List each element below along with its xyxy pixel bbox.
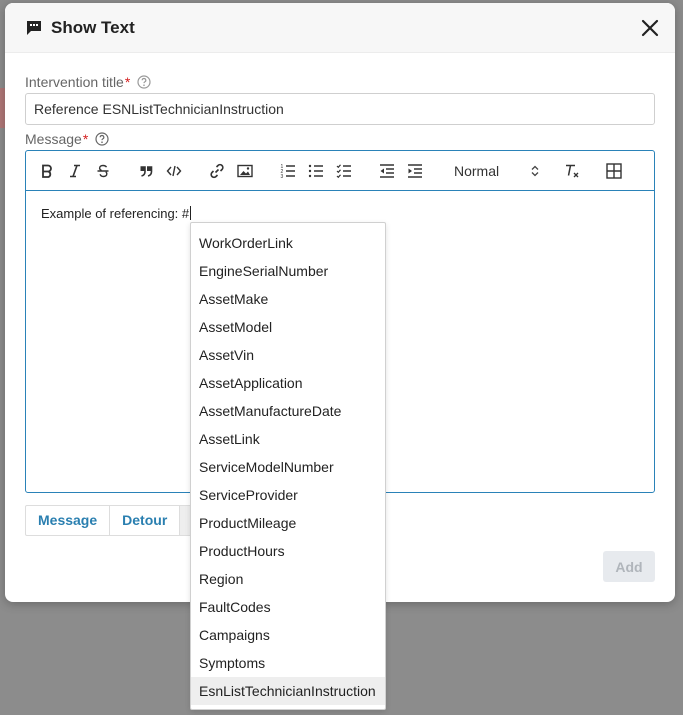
autocomplete-item[interactable]: Symptoms (199, 655, 266, 671)
autocomplete-item[interactable]: AssetLink (199, 431, 260, 447)
help-icon[interactable] (95, 132, 109, 146)
autocomplete-item[interactable]: WorkOrderLink (199, 235, 293, 251)
autocomplete-item[interactable]: EngineSerialNumber (199, 263, 329, 279)
editor-toolbar (26, 151, 654, 191)
outdent-icon[interactable] (377, 161, 397, 181)
select-arrows-icon (531, 165, 539, 177)
autocomplete-item[interactable]: ServiceModelNumber (199, 459, 334, 475)
autocomplete-item[interactable]: AssetVin (199, 347, 254, 363)
autocomplete-dropdown (190, 222, 386, 710)
dialog-header (5, 3, 675, 53)
autocomplete-item[interactable]: Campaigns (199, 627, 270, 643)
comment-icon (25, 19, 43, 37)
autocomplete-item[interactable]: AssetApplication (199, 375, 303, 391)
message-tabs (25, 505, 205, 536)
required-mark: * (124, 74, 131, 90)
message-label-text: Message (25, 131, 82, 147)
autocomplete-item[interactable]: ProductMileage (199, 515, 297, 531)
dialog-title: Show Text (51, 17, 135, 37)
code-icon[interactable] (164, 161, 184, 181)
strikethrough-icon[interactable] (93, 161, 113, 181)
bold-icon[interactable] (37, 161, 57, 181)
tab-message[interactable]: Message (26, 506, 110, 535)
autocomplete-item[interactable]: AssetManufactureDate (199, 403, 342, 419)
autocomplete-item[interactable]: AssetMake (199, 291, 269, 307)
italic-icon[interactable] (65, 161, 85, 181)
autocomplete-item-highlighted[interactable]: EsnListTechnicianInstruction (191, 677, 385, 705)
intervention-title-label-text: Intervention title (25, 74, 124, 90)
ordered-list-icon[interactable] (278, 161, 298, 181)
intervention-title-label (25, 74, 151, 90)
tab-detour[interactable]: Detour (110, 506, 180, 535)
svg-text:1: 1 (280, 164, 284, 170)
table-icon[interactable] (604, 161, 624, 181)
required-mark: * (82, 131, 89, 147)
text-caret (190, 206, 191, 220)
intervention-title-input[interactable] (25, 93, 655, 125)
editor-text: Example of referencing: # (41, 206, 190, 221)
autocomplete-item[interactable]: Region (199, 571, 244, 587)
clear-format-icon[interactable] (562, 161, 582, 181)
close-icon[interactable] (639, 17, 661, 39)
text-size-select[interactable] (454, 161, 539, 181)
message-label (25, 131, 109, 147)
text-size-value: Normal (454, 163, 500, 179)
svg-text:2: 2 (280, 169, 284, 175)
autocomplete-item[interactable]: ProductHours (199, 543, 285, 559)
help-icon[interactable] (137, 75, 151, 89)
add-button[interactable]: Add (603, 551, 655, 582)
autocomplete-item[interactable]: AssetModel (199, 319, 273, 335)
autocomplete-item[interactable]: ServiceProvider (199, 487, 298, 503)
check-list-icon[interactable] (334, 161, 354, 181)
link-icon[interactable] (207, 161, 227, 181)
svg-text:3: 3 (280, 174, 284, 179)
bullet-list-icon[interactable] (306, 161, 326, 181)
autocomplete-item[interactable]: FaultCodes (199, 599, 271, 615)
image-icon[interactable] (235, 161, 255, 181)
blockquote-icon[interactable] (136, 161, 156, 181)
indent-icon[interactable] (405, 161, 425, 181)
